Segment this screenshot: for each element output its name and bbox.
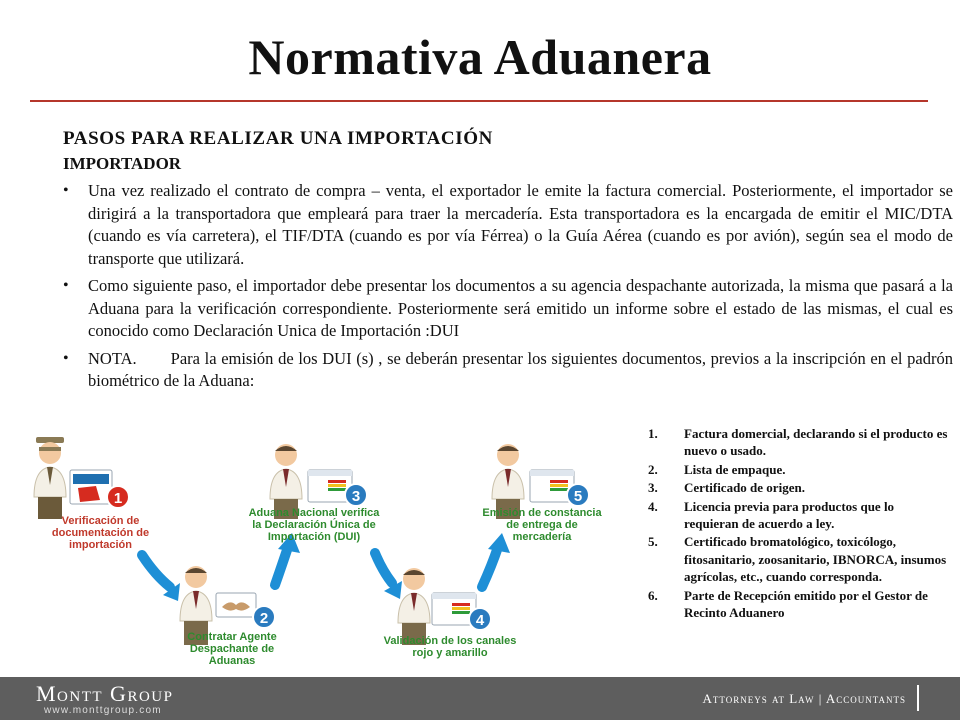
bullet-item-nota	[63, 348, 953, 393]
person-icon	[398, 568, 430, 645]
document-text: Licencia previa para productos que lo requieran de acuerdo a ley.	[684, 498, 895, 532]
step-label: Emisión de constancia de entrega de mercadería	[482, 507, 602, 543]
nota-text: Para la emisión de los DUI (s) , se deberán presentar los siguientes documentos, previos a la inscripción en el padrón biométrico de la Aduana:	[88, 348, 953, 390]
step-label: Contratar Agente Despachante de Aduanas	[187, 631, 277, 667]
step-label: Verificación de documentación de importación	[51, 515, 150, 551]
document-item	[648, 461, 948, 478]
step-badge: 1	[106, 485, 130, 509]
import-process-diagram	[20, 415, 630, 670]
document-item	[648, 425, 948, 460]
person-icon	[34, 437, 66, 519]
step-badge: 4	[468, 607, 492, 631]
website-link[interactable]: www.monttgroup.com	[44, 705, 162, 716]
required-documents-list	[648, 425, 948, 622]
section-heading: PASOS PARA REALIZAR UNA IMPORTACIÓN	[63, 128, 493, 149]
document-text: Lista de empaque.	[684, 461, 786, 477]
document-number: 2.	[648, 461, 658, 477]
section-subheading: IMPORTADOR	[63, 154, 182, 173]
slide-title: Normativa Aduanera	[248, 29, 712, 85]
bullet-list	[63, 180, 953, 393]
footer-divider	[917, 685, 919, 711]
document-number: 3.	[648, 480, 658, 496]
footer-tagline: Attorneys at Law | Accountants	[702, 691, 906, 706]
nota-label: NOTA.	[88, 348, 137, 368]
step-badge: 3	[344, 483, 368, 507]
bullet-item: • Como siguiente paso, el importador debe presentar los documentos a su agencia despachante autorizada, la misma que pasará a la Aduana para la verificación correspondiente. Posteriormente será emitido un informe sobre el estado de las mismas, el cual es conocido como Declaración Unica de Importación :DUI	[63, 275, 953, 343]
document-number: 5.	[648, 534, 658, 550]
document-number: 4.	[648, 498, 658, 514]
document-number: 6.	[648, 587, 658, 603]
step-label: Validación de los canales rojo y amarillo	[383, 635, 517, 659]
document-item	[648, 533, 948, 585]
document-item	[648, 587, 948, 622]
document-text: Factura domercial, declarando si el producto es nuevo o usado.	[684, 426, 948, 459]
document-text: Parte de Recepción emitido por el Gestor de Recinto Aduanero	[684, 587, 928, 621]
document-text: Certificado bromatológico, toxicólogo, fitosanitario, zoosanitario, IBNORCA, insumos agrícolas, etc., cuando corresponda.	[684, 534, 947, 585]
title-divider	[30, 100, 928, 102]
step-badge: 2	[252, 605, 276, 629]
main-content	[63, 128, 953, 398]
document-text: Certificado de origen.	[684, 480, 805, 496]
step-label: Aduana Nacional verifica la Declaración Única de Importación (DUI)	[248, 507, 380, 543]
footer-bar	[0, 677, 960, 720]
document-number: 1.	[648, 426, 658, 441]
bullet-item: • Una vez realizado el contrato de compra – venta, el exportador le emite la factura comercial. Posteriormente, el importador se dirigirá a la transportadora que empleará para traer la mercadería. Esta transportadora es la encargada de emitir el MIC/DTA (cuando es vía carretera), el TIF/DTA (cuando es por vía Férrea) o la Guía Aérea (cuando es por avión), según sea el modo de transporte que utilizará.	[63, 180, 953, 270]
handshake-icon	[216, 593, 256, 617]
document-item	[648, 498, 948, 533]
flow-arrow	[375, 553, 402, 599]
step-badge: 5	[566, 483, 590, 507]
flow-arrow	[142, 555, 180, 601]
brand-logo-text: Montt Group	[36, 681, 174, 706]
document-item	[648, 479, 948, 496]
